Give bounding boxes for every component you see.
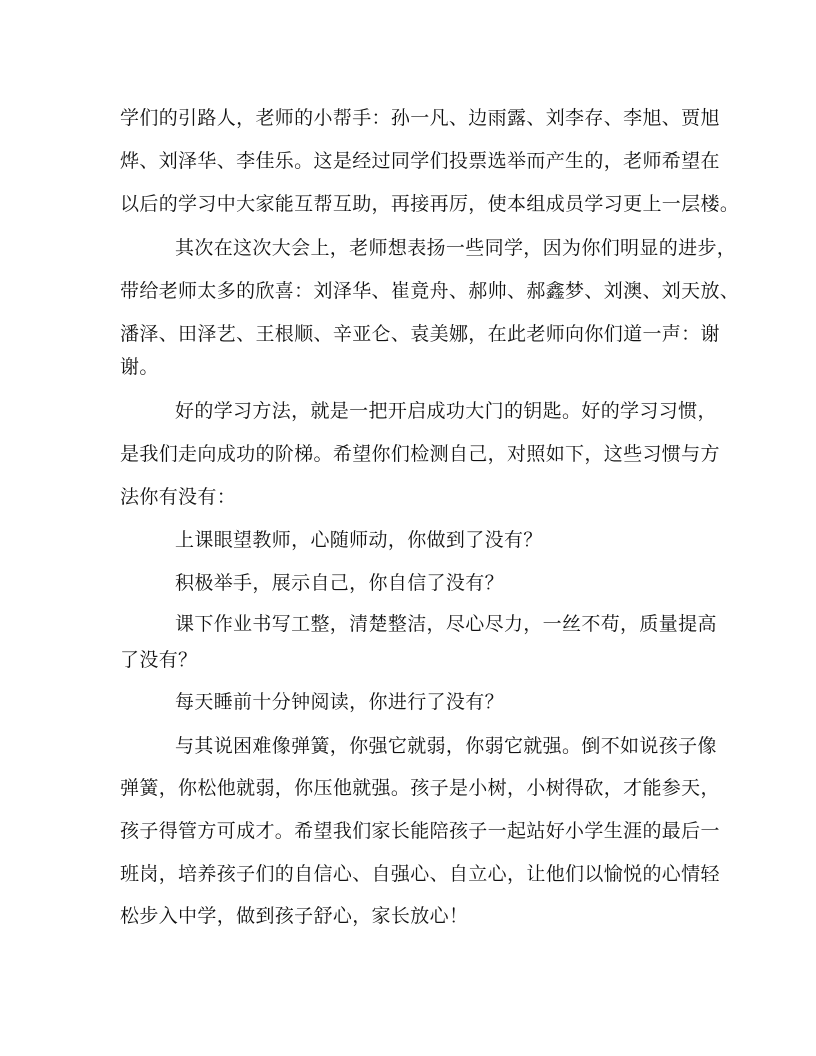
text-line: 谢。 bbox=[120, 356, 159, 378]
text-line: 孩子得管方可成才。希望我们家长能陪孩子一起站好小学生涯的最后一 bbox=[120, 820, 720, 842]
text-line: 松步入中学，做到孩子舒心，家长放心！ bbox=[120, 905, 469, 927]
paragraph-first-line: 与其说困难像弹簧，你强它就弱，你弱它就强。倒不如说孩子像 bbox=[175, 735, 717, 757]
text-line: 烨、刘泽华、李佳乐。这是经过同学们投票选举而产生的，老师希望在 bbox=[120, 150, 720, 172]
text-line: 是我们走向成功的阶梯。希望你们检测自己，对照如下，这些习惯与方 bbox=[120, 443, 720, 465]
paragraph-first-line: 其次在这次大会上，老师想表扬一些同学，因为你们明显的进步， bbox=[175, 237, 737, 259]
text-line: 学们的引路人，老师的小帮手：孙一凡、边雨露、刘李存、李旭、贾旭 bbox=[120, 107, 720, 129]
text-line: 潘泽、田泽艺、王根顺、辛亚仑、袁美娜，在此老师向你们道一声：谢 bbox=[120, 323, 720, 345]
checklist-item: 课下作业书写工整，清楚整洁，尽心尽力，一丝不苟，质量提高 bbox=[175, 613, 717, 635]
text-line: 带给老师太多的欣喜：刘泽华、崔竟舟、郝帅、郝鑫梦、刘澳、刘天放、 bbox=[120, 280, 740, 302]
checklist-item: 每天睡前十分钟阅读，你进行了没有？ bbox=[175, 691, 504, 713]
text-line: 以后的学习中大家能互帮互助，再接再厉，使本组成员学习更上一层楼。 bbox=[120, 193, 740, 215]
text-line: 了没有？ bbox=[120, 649, 198, 671]
checklist-item: 上课眼望教师，心随师动，你做到了没有？ bbox=[175, 529, 543, 551]
text-line: 班岗，培养孩子们的自信心、自强心、自立心，让他们以愉悦的心情轻 bbox=[120, 863, 720, 885]
text-line: 弹簧，你松他就弱，你压他就强。孩子是小树，小树得砍，才能参天， bbox=[120, 777, 720, 799]
text-line: 法你有没有： bbox=[120, 486, 237, 508]
checklist-item: 积极举手，展示自己，你自信了没有？ bbox=[175, 572, 504, 594]
paragraph-first-line: 好的学习方法，就是一把开启成功大门的钥匙。好的学习习惯， bbox=[175, 400, 717, 422]
